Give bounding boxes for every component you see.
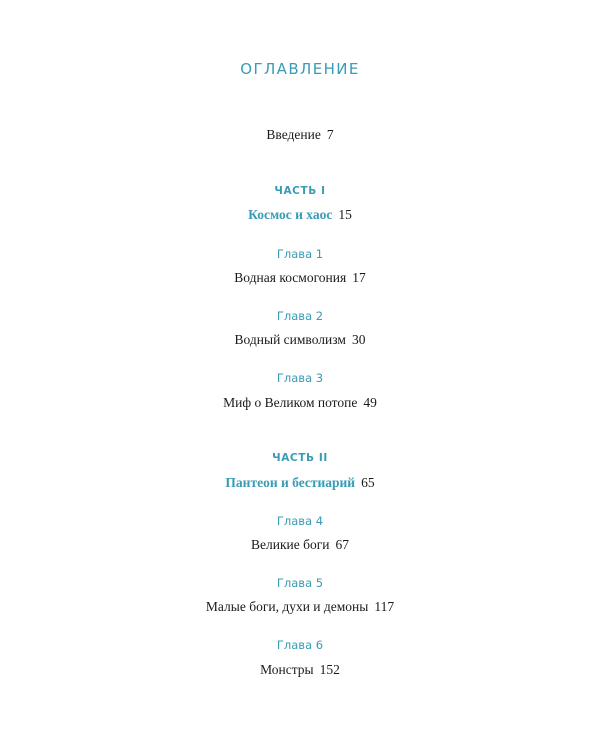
entry-title: Водная космогония	[234, 270, 347, 285]
chapter-label: Глава 1	[276, 247, 324, 261]
toc-entry-chapter-4[interactable]	[0, 537, 600, 553]
part-label: ЧАСТЬ I	[274, 185, 326, 197]
entry-page: 15	[338, 207, 352, 222]
chapter-label: Глава 2	[276, 309, 324, 323]
entry-page: 67	[335, 537, 349, 552]
chapter-label: Глава 3	[276, 371, 324, 385]
chapter-label: Глава 4	[276, 514, 324, 528]
chapter-label: Глава 5	[276, 576, 324, 590]
entry-page: 117	[374, 599, 395, 614]
entry-page: 7	[326, 127, 334, 142]
entry-title: Великие боги	[251, 537, 330, 552]
entry-title: Введение	[266, 127, 321, 142]
toc-entry-chapter-3[interactable]	[0, 395, 600, 411]
chapter-label: Глава 6	[276, 638, 324, 652]
toc-entry-intro[interactable]	[0, 127, 600, 143]
toc-entry-part-2[interactable]	[0, 475, 600, 491]
entry-page: 30	[351, 332, 366, 347]
entry-title: Монстры	[260, 662, 314, 677]
part-label: ЧАСТЬ II	[272, 452, 328, 464]
toc-title: ОГЛАВЛЕНИЕ	[240, 60, 360, 78]
toc-entry-chapter-1[interactable]	[0, 270, 600, 286]
part-title: Пантеон и бестиарий	[225, 475, 356, 490]
toc-entry-chapter-2[interactable]	[0, 332, 600, 348]
toc-entry-chapter-5[interactable]	[0, 599, 600, 615]
entry-page: 17	[352, 270, 366, 285]
entry-title: Водный символизм	[234, 332, 346, 347]
entry-page: 49	[363, 395, 377, 410]
entry-page: 152	[319, 662, 340, 677]
toc-entry-chapter-6[interactable]	[0, 662, 600, 678]
toc-entry-part-1[interactable]	[0, 207, 600, 223]
entry-page: 65	[361, 475, 375, 490]
entry-title: Малые боги, духи и демоны	[205, 599, 369, 614]
entry-title: Миф о Великом потопе	[223, 395, 358, 410]
part-title: Космос и хаос	[248, 207, 333, 222]
